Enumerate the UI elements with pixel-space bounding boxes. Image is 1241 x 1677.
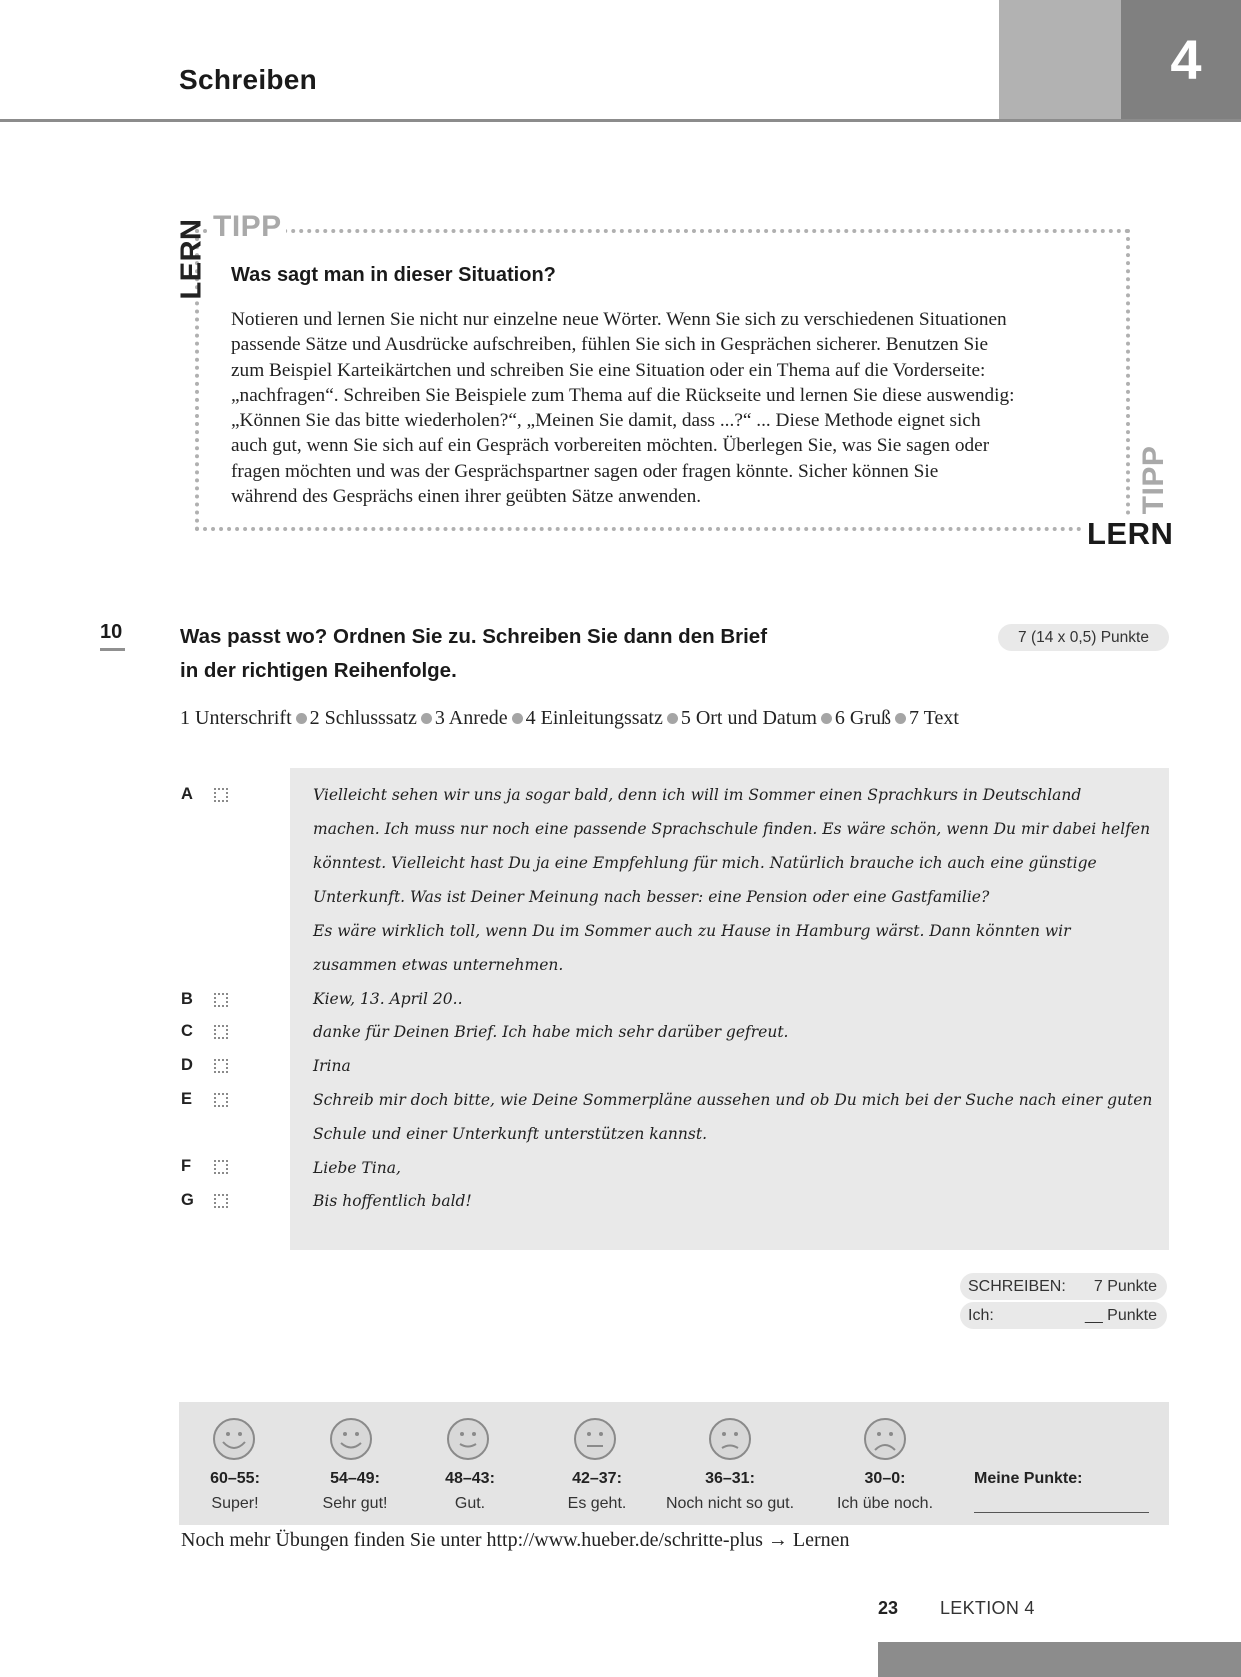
very-sad-face-icon	[862, 1416, 908, 1462]
letter-line: könntest. Vielleicht hast Du ja eine Empfehlung für mich. Natürlich brauche ich auch eine günstige	[313, 854, 1097, 872]
lerntipp-line: Notieren und lernen Sie nicht nur einzelne neue Wörter. Wenn Sie sich zu verschiedenen Situationen	[231, 309, 1007, 330]
exercise-number-underline	[100, 648, 125, 651]
score-schreiben-label: SCHREIBEN:	[968, 1278, 1066, 1295]
item-label-e: E	[181, 1090, 193, 1108]
letter-line: Liebe Tina,	[313, 1159, 401, 1177]
item-label-c: C	[181, 1022, 193, 1040]
item-label-a: A	[181, 785, 193, 803]
letter-line: Vielleicht sehen wir uns ja sogar bald, denn ich will im Sommer einen Sprachkurs in Deutschland	[313, 786, 1082, 804]
bullet-dot-icon	[296, 713, 307, 724]
lesson-label: LEKTION 4	[940, 1598, 1035, 1618]
letter-line: Kiew, 13. April 20..	[313, 990, 463, 1008]
my-points-label: Meine Punkte:	[974, 1470, 1083, 1487]
smile-face-icon	[445, 1416, 491, 1462]
more-exercises-note: Noch mehr Übungen finden Sie unter http://www.hueber.de/schritte-plus → Lernen	[181, 1529, 850, 1551]
rating-range: 36–31:	[705, 1470, 755, 1487]
score-ich-value[interactable]: __ Punkte	[1084, 1307, 1157, 1324]
score-ich	[960, 1302, 1167, 1329]
lerntipp-line: „Können Sie das bitte wiederholen?“, „Meinen Sie damit, dass ...?“ ... Diese Methode eignet sich	[231, 410, 981, 432]
rating-range: 42–37:	[572, 1470, 622, 1487]
rating-text: Super!	[211, 1495, 259, 1512]
letter-line: zusammen etwas unternehmen.	[313, 956, 564, 974]
lerntipp-line: passende Sätze und Ausdrücke aufschreiben, fühlen Sie sich in Gesprächen sicherer. Benutzen Sie	[231, 334, 989, 356]
rating-range: 54–49:	[330, 1470, 380, 1487]
rating-text: Ich übe noch.	[836, 1495, 934, 1512]
bullet-dot-icon	[667, 713, 678, 724]
letter-box	[290, 768, 1169, 1250]
letter-line: Bis hoffentlich bald!	[313, 1192, 472, 1210]
score-ich-label: Ich:	[968, 1307, 994, 1324]
option-item: 7 Text	[909, 707, 959, 729]
rating-text: Es geht.	[567, 1495, 627, 1512]
answer-box-f[interactable]	[214, 1160, 228, 1174]
footer-bar	[878, 1642, 1241, 1677]
letter-line: Es wäre wirklich toll, wenn Du im Sommer auch zu Hause in Hamburg wärst. Dann könnten wir	[313, 922, 1071, 940]
item-label-d: D	[181, 1056, 193, 1074]
rating-range: 60–55:	[210, 1470, 260, 1487]
bullet-dot-icon	[895, 713, 906, 724]
exercise-number: 10	[100, 621, 123, 643]
rating-range: 48–43:	[445, 1470, 495, 1487]
letter-line: Schreib mir doch bitte, wie Deine Sommerpläne aussehen und ob Du mich bei der Suche nach einer guten	[313, 1091, 1153, 1109]
letter-line: Unterkunft. Was ist Deiner Meinung nach besser: eine Pension oder eine Gastfamilie?	[313, 888, 990, 906]
header-box-light	[999, 0, 1121, 119]
answer-box-a[interactable]	[214, 788, 228, 802]
lerntipp-lern-bottom: LERN	[1083, 516, 1175, 552]
option-list	[180, 707, 959, 730]
letter-line: danke für Deinen Brief. Ich habe mich sehr darüber gefreut.	[313, 1023, 789, 1041]
bullet-dot-icon	[421, 713, 432, 724]
chapter-number: 4	[1121, 0, 1241, 119]
option-item: 4 Einleitungssatz	[525, 707, 663, 729]
lerntipp-tipp-vertical: TIPP	[1134, 441, 1174, 519]
exercise-title	[180, 620, 767, 688]
very-happy-face-icon	[211, 1416, 257, 1462]
exercise-points-badge: 7 (14 x 0,5) Punkte	[998, 624, 1169, 651]
answer-box-e[interactable]	[214, 1093, 228, 1107]
rating-text: Noch nicht so gut.	[665, 1495, 795, 1512]
option-item: 6 Gruß	[834, 707, 892, 729]
lerntipp-line: auch gut, wenn Sie sich auf ein Gespräch vorbereiten möchten. Überlegen Sie, was Sie sagen oder	[231, 435, 990, 457]
letter-line: Irina	[313, 1057, 351, 1075]
header-rule	[0, 119, 1241, 122]
lerntipp-line: während des Gesprächs einen ihrer geübten Sätze anwenden.	[231, 486, 702, 508]
page-number: 23	[878, 1598, 899, 1618]
lerntipp-heading: Was sagt man in dieser Situation?	[231, 264, 556, 286]
bullet-dot-icon	[512, 713, 523, 724]
answer-box-b[interactable]	[214, 993, 228, 1007]
lerntipp-tipp-top: TIPP	[211, 210, 286, 244]
score-schreiben-value: 7 Punkte	[1093, 1278, 1157, 1295]
option-item: 3 Anrede	[434, 707, 508, 729]
page-title: Schreiben	[179, 64, 318, 95]
item-label-f: F	[181, 1157, 192, 1175]
rating-text: Gut.	[454, 1495, 486, 1512]
answer-box-g[interactable]	[214, 1194, 228, 1208]
lerntipp-line: zum Beispiel Karteikärtchen und schreiben Sie eine Situation oder ein Thema auf die Vorderseite:	[231, 359, 986, 381]
rating-text: Sehr gut!	[322, 1495, 388, 1512]
lerntipp-body	[231, 307, 1131, 509]
option-item: 1 Unterschrift	[180, 707, 292, 729]
item-label-g: G	[181, 1191, 194, 1209]
answer-box-d[interactable]	[214, 1059, 228, 1073]
lerntipp-lern-vertical: LERN	[175, 218, 208, 300]
happy-face-icon	[328, 1416, 374, 1462]
letter-line: machen. Ich muss nur noch eine passende Sprachschule finden. Es wäre schön, wenn Du mir dabei helfen	[313, 820, 1151, 838]
rating-range: 30–0:	[864, 1470, 906, 1487]
answer-box-c[interactable]	[214, 1025, 228, 1039]
my-points-field[interactable]	[974, 1512, 1149, 1513]
letter-line: Schule und einer Unterkunft unterstützen kannst.	[313, 1125, 707, 1143]
lerntipp-line: fragen möchten und was der Gesprächspartner sagen oder fragen könnte. Sicher können Sie	[231, 460, 939, 482]
score-schreiben	[960, 1273, 1167, 1300]
neutral-face-icon	[572, 1416, 618, 1462]
exercise-title-line: Was passt wo? Ordnen Sie zu. Schreiben Sie dann den Brief	[180, 625, 768, 648]
exercise-title-line: in der richtigen Reihenfolge.	[180, 659, 457, 682]
lerntipp-line: „nachfragen“. Schreiben Sie Beispiele zum Thema auf die Rückseite und lernen Sie diese auswendig:	[231, 384, 1015, 406]
option-item: 5 Ort und Datum	[680, 707, 817, 729]
bullet-dot-icon	[821, 713, 832, 724]
option-item: 2 Schlusssatz	[309, 707, 417, 729]
sad-face-icon	[707, 1416, 753, 1462]
item-label-b: B	[181, 990, 193, 1008]
